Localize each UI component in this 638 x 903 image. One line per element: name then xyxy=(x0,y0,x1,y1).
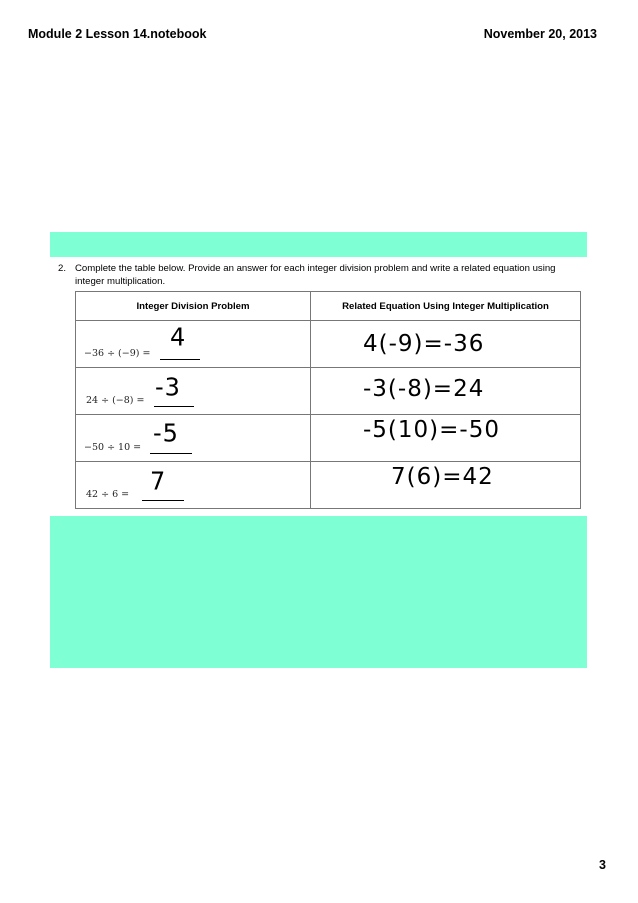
handwritten-answer: -3 xyxy=(155,372,181,402)
table-row xyxy=(76,321,581,368)
table-row xyxy=(76,368,581,415)
table-row xyxy=(76,462,581,509)
answer-blank xyxy=(150,453,192,454)
handwritten-equation: 4(-9)=-36 xyxy=(363,331,485,357)
equation-cell xyxy=(311,368,581,415)
division-cell xyxy=(76,462,311,509)
handwritten-answer: 4 xyxy=(170,322,187,352)
equation-cell xyxy=(311,321,581,368)
column-header-equation: Related Equation Using Integer Multiplication xyxy=(311,292,581,321)
table-row xyxy=(76,415,581,462)
answer-blank xyxy=(160,359,200,360)
division-problem: −50 ÷ 10 = xyxy=(84,442,142,453)
page-number: 3 xyxy=(599,858,606,872)
handwritten-answer: -5 xyxy=(153,418,179,448)
problem-number: 2. xyxy=(58,263,67,274)
division-table xyxy=(75,291,581,509)
highlight-band-bottom xyxy=(50,516,587,668)
division-cell xyxy=(76,415,311,462)
handwritten-answer: 7 xyxy=(150,466,167,496)
equation-cell xyxy=(311,462,581,509)
problem-text: Complete the table below. Provide an answer for each integer division problem and write a related equation using integer multiplication. xyxy=(75,263,556,287)
handwritten-equation: -3(-8)=24 xyxy=(363,376,485,402)
document-title: Module 2 Lesson 14.notebook xyxy=(28,27,207,41)
division-problem: −36 ÷ (−9) = xyxy=(84,348,151,359)
document-date: November 20, 2013 xyxy=(483,27,597,41)
division-cell xyxy=(76,321,311,368)
handwritten-equation: -5(10)=-50 xyxy=(363,417,500,443)
answer-blank xyxy=(154,406,194,407)
highlight-band-top xyxy=(50,232,587,257)
table-header-row xyxy=(76,292,581,321)
handwritten-equation: 7(6)=42 xyxy=(391,464,494,490)
answer-blank xyxy=(142,500,184,501)
column-header-division: Integer Division Problem xyxy=(76,292,311,321)
division-problem: 24 ÷ (−8) = xyxy=(86,395,145,406)
division-problem: 42 ÷ 6 = xyxy=(86,489,130,500)
equation-cell xyxy=(311,415,581,462)
division-cell xyxy=(76,368,311,415)
